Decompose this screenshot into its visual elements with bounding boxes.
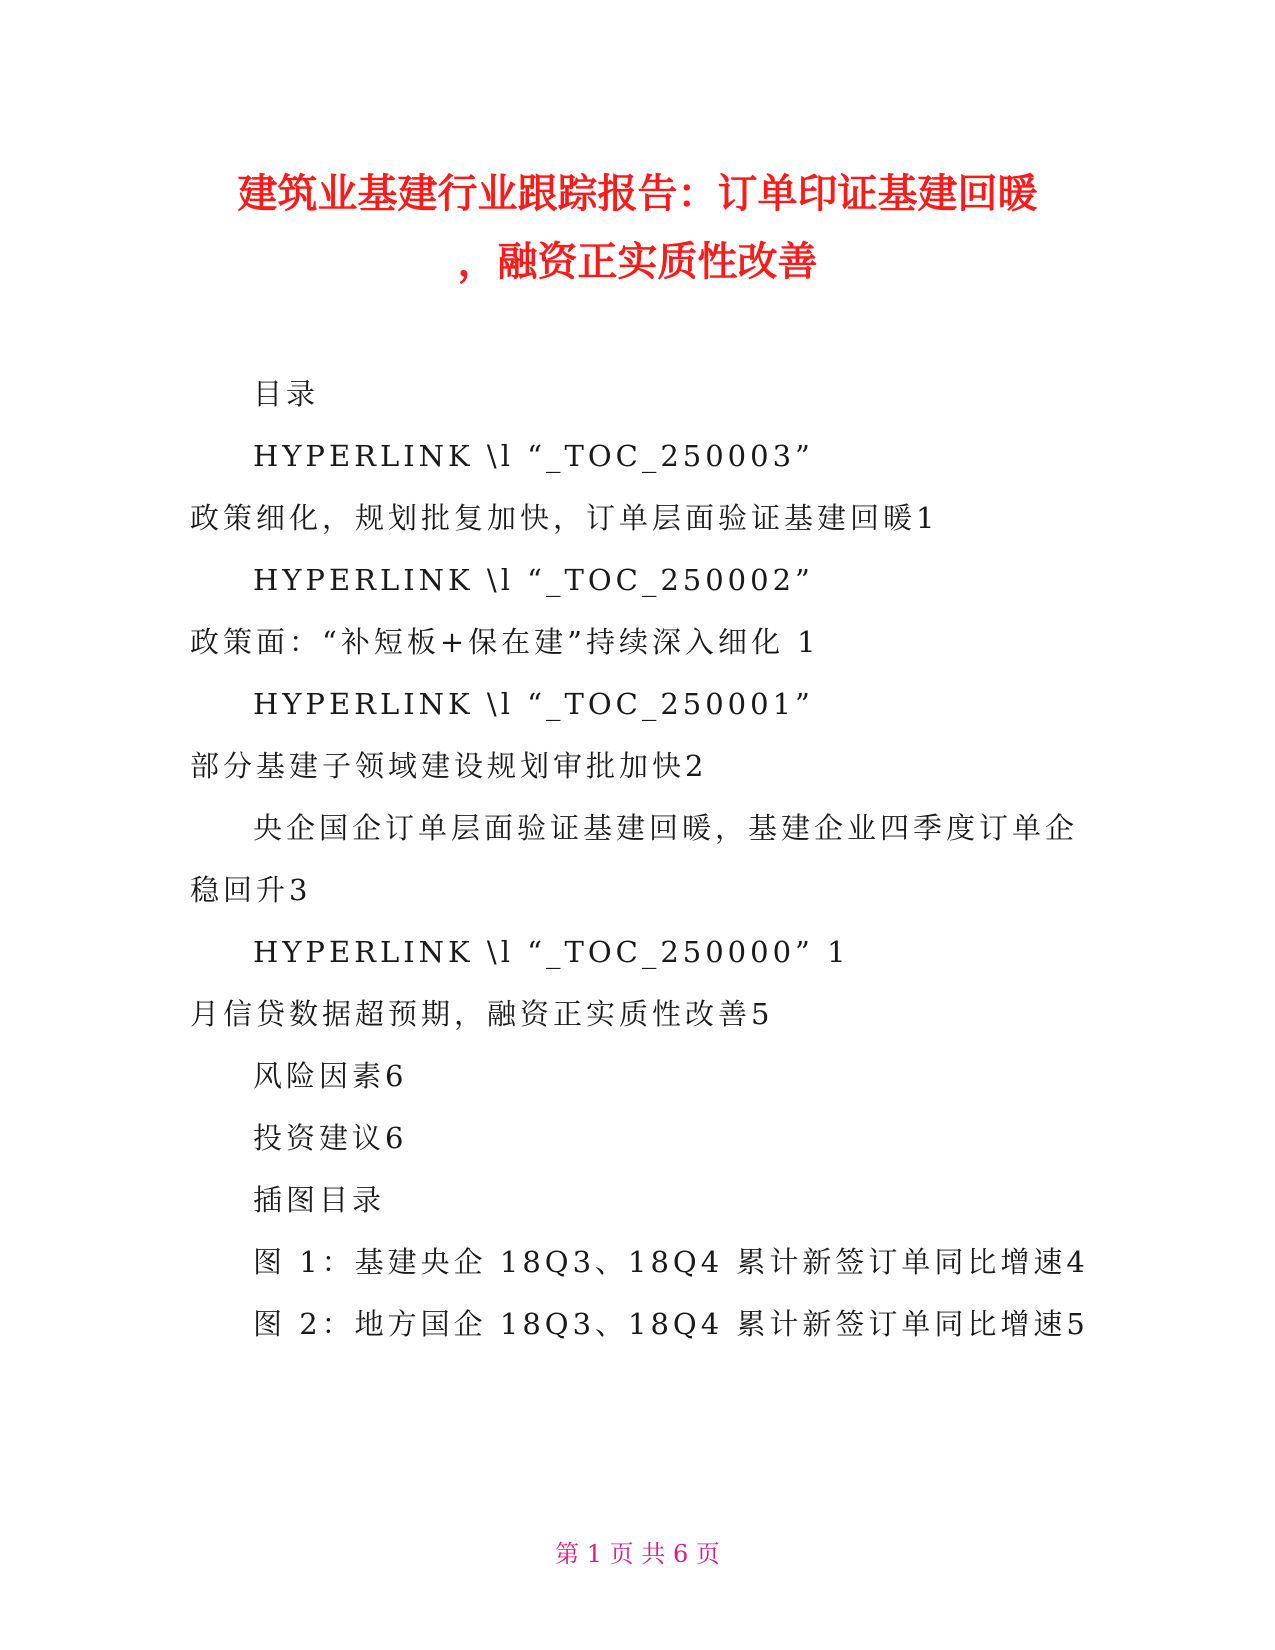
toc-entry[interactable]: 央企国企订单层面验证基建回暖，基建企业四季度订单企	[253, 811, 1079, 845]
figure-list-entry[interactable]: 图 1：基建央企 18Q3、18Q4 累计新签订单同比增速4	[253, 1245, 1089, 1279]
toc-entry[interactable]: 政策细化，规划批复加快，订单层面验证基建回暖1	[190, 501, 939, 535]
toc-heading: 目录	[253, 377, 320, 411]
document-title-line-1: 建筑业基建行业跟踪报告：订单印证基建回暖	[237, 171, 1038, 217]
toc-entry[interactable]: 风险因素6	[253, 1059, 408, 1093]
toc-hyperlink-field[interactable]: HYPERLINK \l “_TOC_250002”	[253, 563, 814, 597]
toc-entry[interactable]: 政策面：“补短板+保在建”持续深入细化 1	[190, 625, 820, 659]
toc-hyperlink-field[interactable]: HYPERLINK \l “_TOC_250000” 1	[253, 935, 850, 969]
toc-hyperlink-field[interactable]: HYPERLINK \l “_TOC_250001”	[253, 687, 814, 721]
figure-list-entry[interactable]: 图 2：地方国企 18Q3、18Q4 累计新签订单同比增速5	[253, 1307, 1089, 1341]
toc-entry[interactable]: 部分基建子领域建设规划审批加快2	[190, 749, 708, 783]
document-title-line-2: ，融资正实质性改善	[457, 239, 818, 285]
toc-entry[interactable]: 投资建议6	[253, 1121, 408, 1155]
toc-hyperlink-field[interactable]: HYPERLINK \l “_TOC_250003”	[253, 439, 814, 473]
page-number-footer: 第 1 页 共 6 页	[555, 1540, 720, 1568]
toc-entry-continuation[interactable]: 稳回升3	[190, 873, 312, 907]
figure-list-heading: 插图目录	[253, 1183, 386, 1217]
toc-entry[interactable]: 月信贷数据超预期，融资正实质性改善5	[190, 997, 774, 1031]
